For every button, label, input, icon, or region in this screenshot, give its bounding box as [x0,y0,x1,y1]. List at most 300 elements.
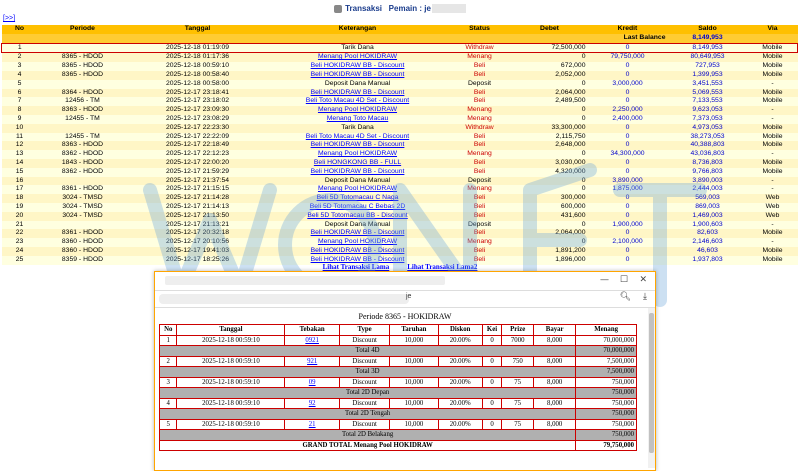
detail-tebakan [285,399,338,409]
row-saldo: 2,444,003 [668,185,748,194]
row-detail-link[interactable]: Menang Pool HOKIDRAW [317,106,398,114]
row-debet: 0 [512,53,588,62]
row-periode: 3024 - TMSD [38,194,128,203]
row-periode: 8365 - HDOD [38,62,128,71]
row-periode: 3024 - TMSD [38,212,128,221]
row-via: - [748,177,798,186]
row-debet: 2,115,750 [512,133,588,142]
row-saldo: 7,373,053 [668,115,748,124]
row-no: 6 [2,89,38,98]
detail-tanggal: 2025-12-18 00:59:10 [177,357,284,367]
table-row [2,141,798,150]
detail-col-header-0: No [160,325,176,335]
table-row [2,203,798,212]
row-keterangan [268,53,448,62]
detail-prize: 75 [502,420,533,430]
row-debet: 0 [512,221,588,230]
row-saldo: 82,603 [668,229,748,238]
close-button[interactable]: ✕ [639,275,647,285]
row-saldo: 40,388,803 [668,141,748,150]
total-label: Total 2D Belakang [160,430,575,440]
row-kredit: 0 [588,203,668,212]
row-keterangan [268,89,448,98]
row-saldo: 9,623,053 [668,106,748,115]
table-row [2,194,798,203]
row-kredit: 0 [588,97,668,106]
row-tanggal: 2025-12-17 23:08:29 [128,115,268,124]
row-kredit: 1,900,000 [588,221,668,230]
total-value: 750,000 [576,430,636,440]
popup-address-bar[interactable] [155,291,655,308]
row-keterangan: Tarik Dana [268,124,448,133]
table-row [2,238,798,247]
row-debet: 672,000 [512,62,588,71]
row-status: Withdraw [448,43,512,53]
row-no: 5 [2,80,38,89]
row-saldo: 5,069,553 [668,89,748,98]
row-keterangan [268,141,448,150]
detail-popup-window [154,271,656,471]
row-detail-link[interactable]: Beli 5D Totomacau C Naga [316,194,399,202]
row-no: 16 [2,177,38,186]
row-no: 15 [2,168,38,177]
row-debet: 4,320,000 [512,168,588,177]
row-keterangan [268,115,448,124]
row-kredit: 2,250,000 [588,106,668,115]
detail-diskon: 20.00% [439,420,482,430]
row-keterangan [268,247,448,256]
row-kredit: 0 [588,212,668,221]
detail-menang: 7,500,000 [576,357,636,367]
table-row [2,115,798,124]
total-value: 7,500,000 [576,367,636,377]
row-via: Mobile [748,53,798,62]
detail-tanggal: 2025-12-18 00:59:10 [177,378,284,388]
row-tanggal: 2025-12-18 01:17:36 [128,53,268,62]
row-detail-link[interactable]: Beli HOKIDRAW BB - Discount [310,62,405,70]
detail-taruhan: 10,000 [390,336,437,346]
row-periode: 8363 - HDOD [38,106,128,115]
row-periode: 8360 - HDOD [38,247,128,256]
table-row [2,177,798,186]
row-tanggal: 2025-12-17 23:18:41 [128,89,268,98]
row-saldo: 4,973,053 [668,124,748,133]
row-status: Deposit [448,221,512,230]
row-status: Deposit [448,80,512,89]
row-saldo: 1,937,803 [668,256,748,265]
row-detail-link[interactable]: Beli HOKIDRAW BB - Discount [310,167,405,175]
row-via: - [748,221,798,230]
row-keterangan [268,133,448,142]
row-detail-link[interactable]: Menang Pool HOKIDRAW [317,185,398,193]
col-header-4: Status [448,25,512,34]
detail-menang: 70,000,000 [576,336,636,346]
row-kredit: 34,300,000 [588,150,668,159]
detail-row [160,399,636,409]
row-saldo: 3,890,003 [668,177,748,186]
row-kredit: 0 [588,71,668,80]
detail-bayar: 8,000 [534,336,575,346]
row-debet: 1,896,000 [512,256,588,265]
detail-header-row [160,325,636,335]
row-keterangan [268,159,448,168]
row-via: Mobile [748,168,798,177]
row-detail-link[interactable]: Beli 5D Totomacau C Bebas 2D [309,202,406,210]
row-saldo: 8,149,953 [668,43,748,53]
row-no: 22 [2,229,38,238]
row-saldo: 7,133,553 [668,97,748,106]
detail-total-row [160,430,636,440]
row-keterangan [268,185,448,194]
table-row [2,53,798,62]
row-debet: 2,489,500 [512,97,588,106]
row-tanggal: 2025-12-17 21:13:21 [128,221,268,230]
row-keterangan [268,194,448,203]
row-saldo: 1,399,953 [668,71,748,80]
row-periode: 8365 - HDOD [38,53,128,62]
detail-tanggal: 2025-12-18 00:59:10 [177,399,284,409]
row-status: Beli [448,97,512,106]
row-periode [38,124,128,133]
row-detail-link[interactable]: Beli 5D Totomacau BB - Discount [307,211,408,219]
row-tanggal: 2025-12-17 22:22:09 [128,133,268,142]
row-periode: 12455 - TM [38,133,128,142]
row-kredit: 2,400,000 [588,115,668,124]
row-status: Beli [448,89,512,98]
detail-tanggal: 2025-12-18 00:59:10 [177,420,284,430]
detail-total-row [160,346,636,356]
row-saldo: 43,036,803 [668,150,748,159]
row-no: 18 [2,194,38,203]
row-kredit: 0 [588,141,668,150]
row-kredit: 3,000,000 [588,80,668,89]
row-debet: 2,648,000 [512,141,588,150]
row-tanggal: 2025-12-17 21:13:50 [128,212,268,221]
table-row [2,159,798,168]
total-label: Total 4D [160,346,575,356]
old-transactions-link[interactable]: Lihat Transaksi Lama [322,263,390,271]
title-player: Pemain : je [388,4,431,13]
detail-tebakan [285,420,338,430]
table-row [2,71,798,80]
grand-total-value: 79,750,000 [576,441,636,451]
title-prefix: Transaksi [345,4,382,13]
table-row [2,106,798,115]
tebakan-link[interactable]: 92 [308,399,316,407]
detail-col-header-8: Bayar [534,325,575,335]
row-kredit: 0 [588,256,668,265]
row-tanggal: 2025-12-18 00:58:40 [128,71,268,80]
row-debet: 300,000 [512,194,588,203]
row-kredit: 0 [588,43,668,53]
row-via: Mobile [748,71,798,80]
row-detail-link[interactable]: Beli HOKIDRAW BB - Discount [310,88,405,96]
total-value: 70,000,000 [576,346,636,356]
row-periode: 8361 - HDOD [38,229,128,238]
detail-col-header-3: Type [340,325,389,335]
row-detail-link[interactable]: Beli HOKIDRAW BB - Discount [310,229,405,237]
zoom-icon[interactable]: 🔍︎ [619,292,631,302]
detail-total-row [160,388,636,398]
popup-title-redacted [165,276,445,285]
row-via: Mobile [748,159,798,168]
detail-bayar: 8,000 [534,399,575,409]
detail-type: Discount [340,357,389,367]
tebakan-link[interactable]: 21 [308,420,316,428]
row-saldo: 3,451,553 [668,80,748,89]
row-debet: 2,064,000 [512,89,588,98]
row-debet: 2,064,000 [512,229,588,238]
row-via: Mobile [748,256,798,265]
detail-no: 1 [160,336,176,346]
total-label: Total 2D Tengah [160,409,575,419]
row-periode: 1843 - HDOD [38,159,128,168]
grand-total-label: GRAND TOTAL Menang Pool HOKIDRAW [160,441,575,451]
row-status: Menang [448,150,512,159]
maximize-button[interactable]: ☐ [619,275,628,285]
detail-kei: 0 [483,336,502,346]
total-value: 750,000 [576,409,636,419]
row-debet: 2,052,000 [512,71,588,80]
row-periode [38,221,128,230]
row-status: Beli [448,203,512,212]
last-balance-value: 8,149,953 [668,34,748,43]
row-periode: 8365 - HDOD [38,71,128,80]
table-row [2,89,798,98]
row-tanggal: 2025-12-18 01:19:09 [128,43,268,53]
row-status: Beli [448,71,512,80]
row-status: Menang [448,238,512,247]
row-tanggal: 2025-12-17 21:37:54 [128,177,268,186]
row-via: Mobile [748,124,798,133]
row-via: Mobile [748,89,798,98]
row-via: Web [748,194,798,203]
detail-prize: 75 [502,399,533,409]
row-periode: 8362 - HDOD [38,150,128,159]
col-header-2: Tanggal [128,25,268,34]
detail-diskon: 20.00% [439,378,482,388]
row-debet: 0 [512,185,588,194]
row-saldo: 80,649,953 [668,53,748,62]
row-tanggal: 2025-12-17 19:41:03 [128,247,268,256]
redacted-name [432,4,466,13]
tebakan-link[interactable]: 09 [308,378,316,386]
total-label: Total 2D Depan [160,388,575,398]
detail-no: 2 [160,357,176,367]
row-debet: 1,891,200 [512,247,588,256]
row-detail-link[interactable]: Menang Toto Macau [326,114,389,122]
row-no: 11 [2,133,38,142]
scrollbar-thumb[interactable] [649,313,654,453]
row-via: Mobile [748,97,798,106]
row-keterangan [268,97,448,106]
last-balance-blank [748,34,798,43]
row-status: Beli [448,229,512,238]
row-kredit: 79,750,000 [588,53,668,62]
row-saldo: 46,603 [668,247,748,256]
row-no: 24 [2,247,38,256]
row-saldo: 1,900,603 [668,221,748,230]
row-status: Menang [448,115,512,124]
total-label: Total 3D [160,367,575,377]
row-saldo: 869,003 [668,203,748,212]
row-via: Mobile [748,62,798,71]
detail-col-header-5: Diskon [439,325,482,335]
row-no: 12 [2,141,38,150]
row-detail-link[interactable]: Beli HOKIDRAW BB - Discount [310,255,405,263]
detail-taruhan: 10,000 [390,378,437,388]
row-debet: 33,300,000 [512,124,588,133]
detail-no: 5 [160,420,176,430]
row-via: Web [748,203,798,212]
page-title [0,4,800,13]
row-kredit: 3,890,000 [588,177,668,186]
detail-prize: 750 [502,357,533,367]
row-tanggal: 2025-12-17 21:14:13 [128,203,268,212]
row-status: Beli [448,159,512,168]
detail-taruhan: 10,000 [390,420,437,430]
detail-kei: 0 [483,378,502,388]
row-tanggal: 2025-12-17 21:15:15 [128,185,268,194]
row-no: 20 [2,212,38,221]
url-text: je [406,293,412,300]
row-tanggal: 2025-12-17 21:59:29 [128,168,268,177]
back-link[interactable]: [>>] [3,15,16,22]
col-header-3: Keterangan [268,25,448,34]
row-detail-link[interactable]: Menang Pool HOKIDRAW [317,150,398,158]
tebakan-link[interactable]: 921 [307,357,318,365]
table-row [2,212,798,221]
row-keterangan: Deposit Dana Manual [268,221,448,230]
row-periode: 12456 - TM [38,97,128,106]
row-kredit: 0 [588,89,668,98]
detail-col-header-7: Prize [502,325,533,335]
row-detail-link[interactable]: Beli HOKIDRAW BB - Discount [310,246,405,254]
row-no: 3 [2,62,38,71]
download-icon[interactable]: ⤓ [643,292,647,302]
row-via: Mobile [748,133,798,142]
table-row [2,150,798,159]
tebakan-link[interactable]: 0921 [305,336,319,344]
detail-tanggal: 2025-12-18 00:59:10 [177,336,284,346]
row-no: 19 [2,203,38,212]
detail-row [160,357,636,367]
row-keterangan: Deposit Dana Manual [268,177,448,186]
row-no: 13 [2,150,38,159]
detail-type: Discount [340,399,389,409]
row-detail-link[interactable]: Menang Pool HOKIDRAW [317,53,398,61]
row-no: 25 [2,256,38,265]
table-row [2,80,798,89]
row-no: 10 [2,124,38,133]
row-debet: 0 [512,106,588,115]
old-transactions-2-link[interactable]: Lihat Transaksi Lama2 [407,263,478,271]
row-detail-link[interactable]: Beli HOKIDRAW BB - Discount [310,141,405,149]
col-header-6: Kredit [588,25,668,34]
detail-kei: 0 [483,399,502,409]
row-status: Beli [448,212,512,221]
row-detail-link[interactable]: Beli Toto Macau 4D Set - Discount [305,97,410,105]
detail-row [160,420,636,430]
detail-bayar: 8,000 [534,378,575,388]
detail-type: Discount [340,378,389,388]
row-detail-link[interactable]: Menang Pool HOKIDRAW [317,238,398,246]
row-status: Beli [448,256,512,265]
table-row [2,97,798,106]
row-periode: 8362 - HDOD [38,168,128,177]
popup-titlebar [155,272,655,291]
detail-tebakan [285,357,338,367]
table-row [2,247,798,256]
last-balance-label: Last Balance [2,34,668,43]
table-row [2,168,798,177]
table-row [2,185,798,194]
row-saldo: 1,469,003 [668,212,748,221]
row-tanggal: 2025-12-17 23:18:02 [128,97,268,106]
row-keterangan [268,168,448,177]
col-header-1: Periode [38,25,128,34]
row-debet: 72,500,000 [512,43,588,53]
row-periode: 8363 - HDOD [38,141,128,150]
col-header-7: Saldo [668,25,748,34]
row-kredit: 2,100,000 [588,238,668,247]
detail-diskon: 20.00% [439,336,482,346]
row-periode: 8360 - HDOD [38,238,128,247]
row-detail-link[interactable]: Beli Toto Macau 4D Set - Discount [305,132,410,140]
row-keterangan: Tarik Dana [268,43,448,53]
row-debet: 0 [512,80,588,89]
row-status: Menang [448,53,512,62]
detail-diskon: 20.00% [439,357,482,367]
detail-type: Discount [340,336,389,346]
row-tanggal: 2025-12-18 00:59:10 [128,62,268,71]
row-no: 8 [2,106,38,115]
row-no: 4 [2,71,38,80]
row-saldo: 569,003 [668,194,748,203]
row-kredit: 0 [588,62,668,71]
row-debet: 3,030,000 [512,159,588,168]
row-keterangan: Deposit Dana Manual [268,80,448,89]
col-header-0: No [2,25,38,34]
row-saldo: 38,273,053 [668,133,748,142]
row-keterangan [268,62,448,71]
detail-taruhan: 10,000 [390,399,437,409]
detail-no: 4 [160,399,176,409]
row-detail-link[interactable]: Beli HONGKONG BB - FULL [313,158,402,166]
row-status: Deposit [448,177,512,186]
row-status: Beli [448,247,512,256]
minimize-button[interactable]: — [600,275,609,285]
detail-prize: 7000 [502,336,533,346]
row-keterangan [268,150,448,159]
table-row [2,133,798,142]
popup-scrollbar[interactable] [648,308,655,468]
detail-kei: 0 [483,420,502,430]
row-status: Beli [448,168,512,177]
row-via: Mobile [748,141,798,150]
col-header-8: Via [748,25,798,34]
row-debet: 431,600 [512,212,588,221]
detail-prize: 75 [502,378,533,388]
detail-kei: 0 [483,357,502,367]
row-periode: 8359 - HDOD [38,256,128,265]
row-no: 2 [2,53,38,62]
detail-menang: 750,000 [576,399,636,409]
detail-bayar: 8,000 [534,357,575,367]
row-detail-link[interactable]: Beli HOKIDRAW BB - Discount [310,70,405,78]
row-saldo: 2,146,603 [668,238,748,247]
detail-menang: 750,000 [576,378,636,388]
